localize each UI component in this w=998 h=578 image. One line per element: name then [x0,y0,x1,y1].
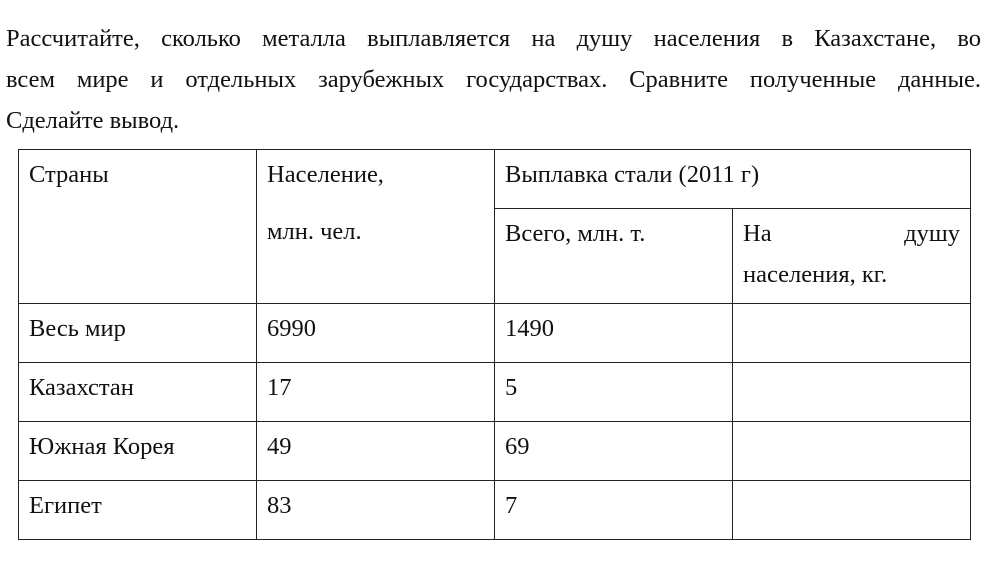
cell-per-capita [733,422,971,481]
header-country [19,150,257,304]
header-steel [495,150,971,209]
cell-per-capita [733,304,971,363]
header-population-unit: млн. чел. [267,218,362,245]
cell-country: Южная Корея [19,422,257,481]
table-row [19,304,971,363]
table-row [19,422,971,481]
header-total [495,209,733,304]
header-per-capita-line2: населения, кг. [743,261,888,288]
header-per-capita-word1: На [743,220,772,247]
header-country-label: Страны [29,161,109,188]
header-population [257,150,495,304]
cell-population: 49 [257,422,495,481]
header-per-capita [733,209,971,304]
header-per-capita-word2: душу [904,220,960,247]
header-total-label: Всего, млн. т. [505,220,646,247]
header-population-label: Население, [267,161,384,188]
table-row [19,481,971,540]
cell-country: Египет [19,481,257,540]
task-line-1: Рассчитайте, сколько металла выплавляется на душу населения в Казахстане, во [6,25,981,52]
task-text [6,18,981,141]
cell-total: 69 [495,422,733,481]
cell-total: 7 [495,481,733,540]
table-header-row [19,150,971,209]
cell-population: 6990 [257,304,495,363]
cell-country: Казахстан [19,363,257,422]
cell-total: 5 [495,363,733,422]
cell-per-capita [733,481,971,540]
task-line-3: Сделайте вывод. [6,107,180,134]
cell-per-capita [733,363,971,422]
steel-table [18,149,971,540]
table-row [19,363,971,422]
cell-population: 83 [257,481,495,540]
task-line-2: всем мире и отдельных зарубежных государствах. Сравните полученные данные. [6,66,981,93]
cell-population: 17 [257,363,495,422]
cell-total: 1490 [495,304,733,363]
header-steel-label: Выплавка стали (2011 г) [505,161,760,188]
cell-country: Весь мир [19,304,257,363]
